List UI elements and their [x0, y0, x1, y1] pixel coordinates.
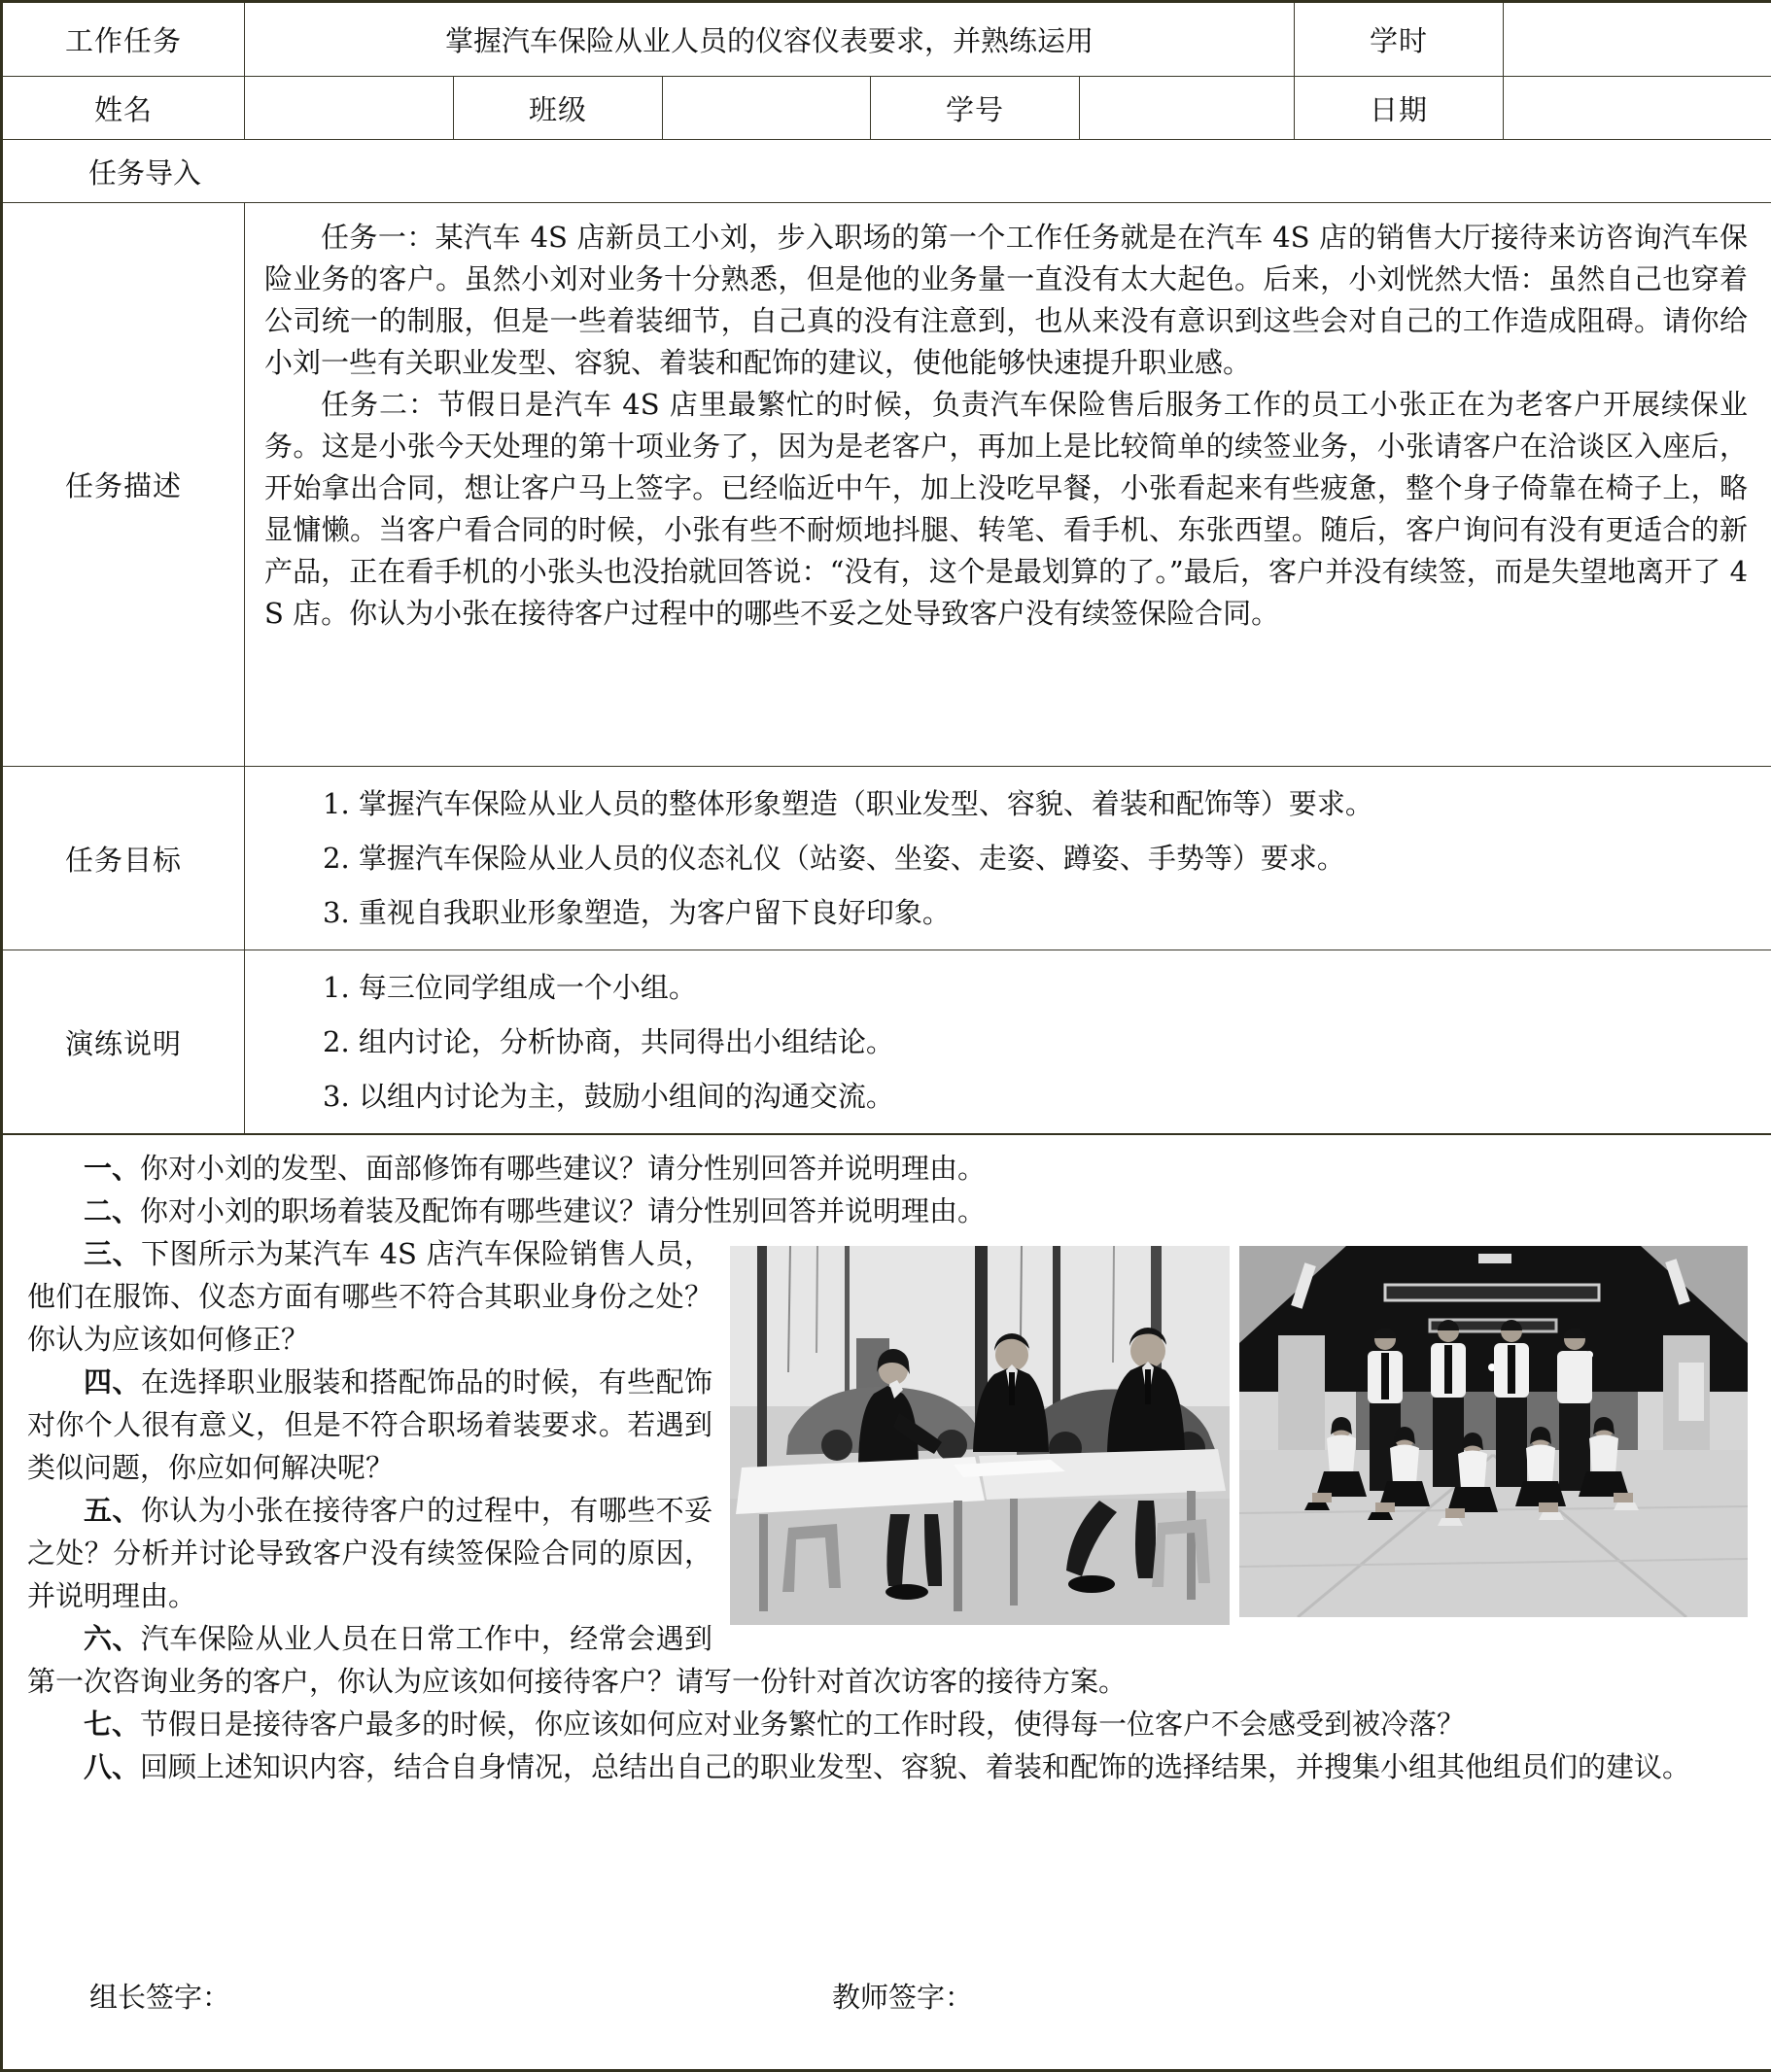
question-2 [27, 1190, 1748, 1232]
question-number: 三、 [84, 1237, 141, 1270]
task-objectives-list [245, 767, 1771, 950]
question-text: 在选择职业服装和搭配饰品的时候，有些配饰对你个人很有意义，但是不符合职场着装要求。若遇到类似问题，你应如何解决呢？ [27, 1365, 713, 1484]
name-label: 姓名 [2, 77, 245, 140]
date-label: 日期 [1295, 77, 1504, 140]
question-3 [27, 1232, 1748, 1361]
name-value-cell[interactable] [245, 77, 454, 140]
question-number: 六、 [84, 1622, 141, 1655]
objective-item: 3. 重视自我职业形象塑造，为客户留下良好印象。 [323, 896, 951, 929]
question-7 [27, 1703, 1748, 1745]
question-number: 二、 [84, 1194, 141, 1227]
class-value-cell[interactable] [663, 77, 871, 140]
question-text: 你对小刘的职场着装及配饰有哪些建议？请分性别回答并说明理由。 [140, 1194, 987, 1227]
practice-item: 2. 组内讨论，分析协商，共同得出小组结论。 [323, 1025, 894, 1058]
question-text: 节假日是接待客户最多的时候，你应该如何应对业务繁忙的工作时段，使得每一位客户不会感受到被冷落？ [140, 1708, 1466, 1741]
practice-notes-label: 演练说明 [2, 950, 245, 1135]
teacher-signature-label[interactable]: 教师签字： [832, 1981, 974, 2014]
date-value-cell[interactable] [1504, 77, 1771, 140]
hours-value-cell[interactable] [1504, 2, 1771, 77]
question-number: 七、 [84, 1708, 141, 1741]
hours-label: 学时 [1295, 2, 1504, 77]
practice-item: 3. 以组内讨论为主，鼓励小组间的沟通交流。 [323, 1080, 894, 1113]
photos-block [730, 1246, 1748, 1625]
question-number: 一、 [84, 1152, 141, 1185]
photo-sales-staff-at-table [730, 1246, 1230, 1625]
task-intro-label: 任务导入 [2, 140, 1771, 203]
question-text: 下图所示为某汽车 4S 店汽车保险销售人员，他们在服饰、仪态方面有哪些不符合其职业身份之处？你认为应该如何修正？ [27, 1237, 713, 1356]
work-task-label: 工作任务 [2, 2, 245, 77]
student-id-label: 学号 [871, 77, 1080, 140]
leader-signature-label[interactable]: 组长签字： [89, 1981, 231, 2014]
practice-item: 1. 每三位同学组成一个小组。 [323, 971, 697, 1004]
task-description-content [245, 203, 1771, 644]
student-id-value-cell[interactable] [1080, 77, 1295, 140]
photo-staff-group [1239, 1246, 1748, 1617]
questions-area [3, 1135, 1771, 1788]
question-text: 汽车保险从业人员在日常工作中，经常会遇到第一次咨询业务的客户，你认为应该如何接待客户？请写一份针对首次访客的接待方案。 [27, 1622, 1128, 1698]
question-6 [27, 1617, 1748, 1703]
class-label: 班级 [454, 77, 663, 140]
question-number: 八、 [84, 1750, 141, 1783]
question-text: 你认为小张在接待客户的过程中，有哪些不妥之处？分析并讨论导致客户没有续签保险合同的原因，并说明理由。 [27, 1494, 713, 1612]
question-text: 回顾上述知识内容，结合自身情况，总结出自己的职业发型、容貌、着装和配饰的选择结果，并搜集小组其他组员们的建议。 [140, 1750, 1691, 1783]
practice-notes-list [245, 950, 1771, 1133]
task-objectives-label: 任务目标 [2, 767, 245, 950]
question-1 [27, 1147, 1748, 1190]
task-description-label: 任务描述 [2, 203, 245, 767]
question-number: 四、 [84, 1365, 141, 1399]
task-title: 掌握汽车保险从业人员的仪容仪表要求，并熟练运用 [245, 2, 1295, 77]
objective-item: 1. 掌握汽车保险从业人员的整体形象塑造（职业发型、容貌、着装和配饰等）要求。 [323, 787, 1373, 820]
objective-item: 2. 掌握汽车保险从业人员的仪态礼仪（站姿、坐姿、走姿、蹲姿、手势等）要求。 [323, 842, 1345, 875]
question-number: 五、 [84, 1494, 141, 1527]
task-two-paragraph: 任务二：节假日是汽车 4S 店里最繁忙的时候，负责汽车保险售后服务工作的员工小张正在为老客户开展续保业务。这是小张今天处理的第十项业务了，因为是老客户，再加上是比较简单的续签业务，小张请客户在洽谈区入座后，开始拿出合同，想让客户马上签字。已经临近中午，加上没吃早餐，小张看起来有些疲惫，整个身子倚靠在椅子上，略显慵懒。当客户看合同的时候，小张有些不耐烦地抖腿、转笔、看手机、东张西望。随后，客户询问有没有更适合的新产品，正在看手机的小张头也没抬就回答说：“没有，这个是最划算的了。”最后，客户并没有续签，而是失望地离开了 4S 店。你认为小张在接待客户过程中的哪些不妥之处导致客户没有续签保险合同。 [264, 388, 1749, 630]
question-8 [27, 1745, 1748, 1788]
question-text: 你对小刘的发型、面部修饰有哪些建议？请分性别回答并说明理由。 [140, 1152, 987, 1185]
task-one-paragraph: 任务一：某汽车 4S 店新员工小刘，步入职场的第一个工作任务就是在汽车 4S 店的销售大厅接待来访咨询汽车保险业务的客户。虽然小刘对业务十分熟悉，但是他的业务量一直没有太大起色。后来，小刘恍然大悟：虽然自己也穿着公司统一的制服，但是一些着装细节，自己真的没有注意到，也从来没有意识到这些会对自己的工作造成阻碍。请你给小刘一些有关职业发型、容貌、着装和配饰的建议，使他能够快速提升职业感。 [264, 221, 1749, 379]
